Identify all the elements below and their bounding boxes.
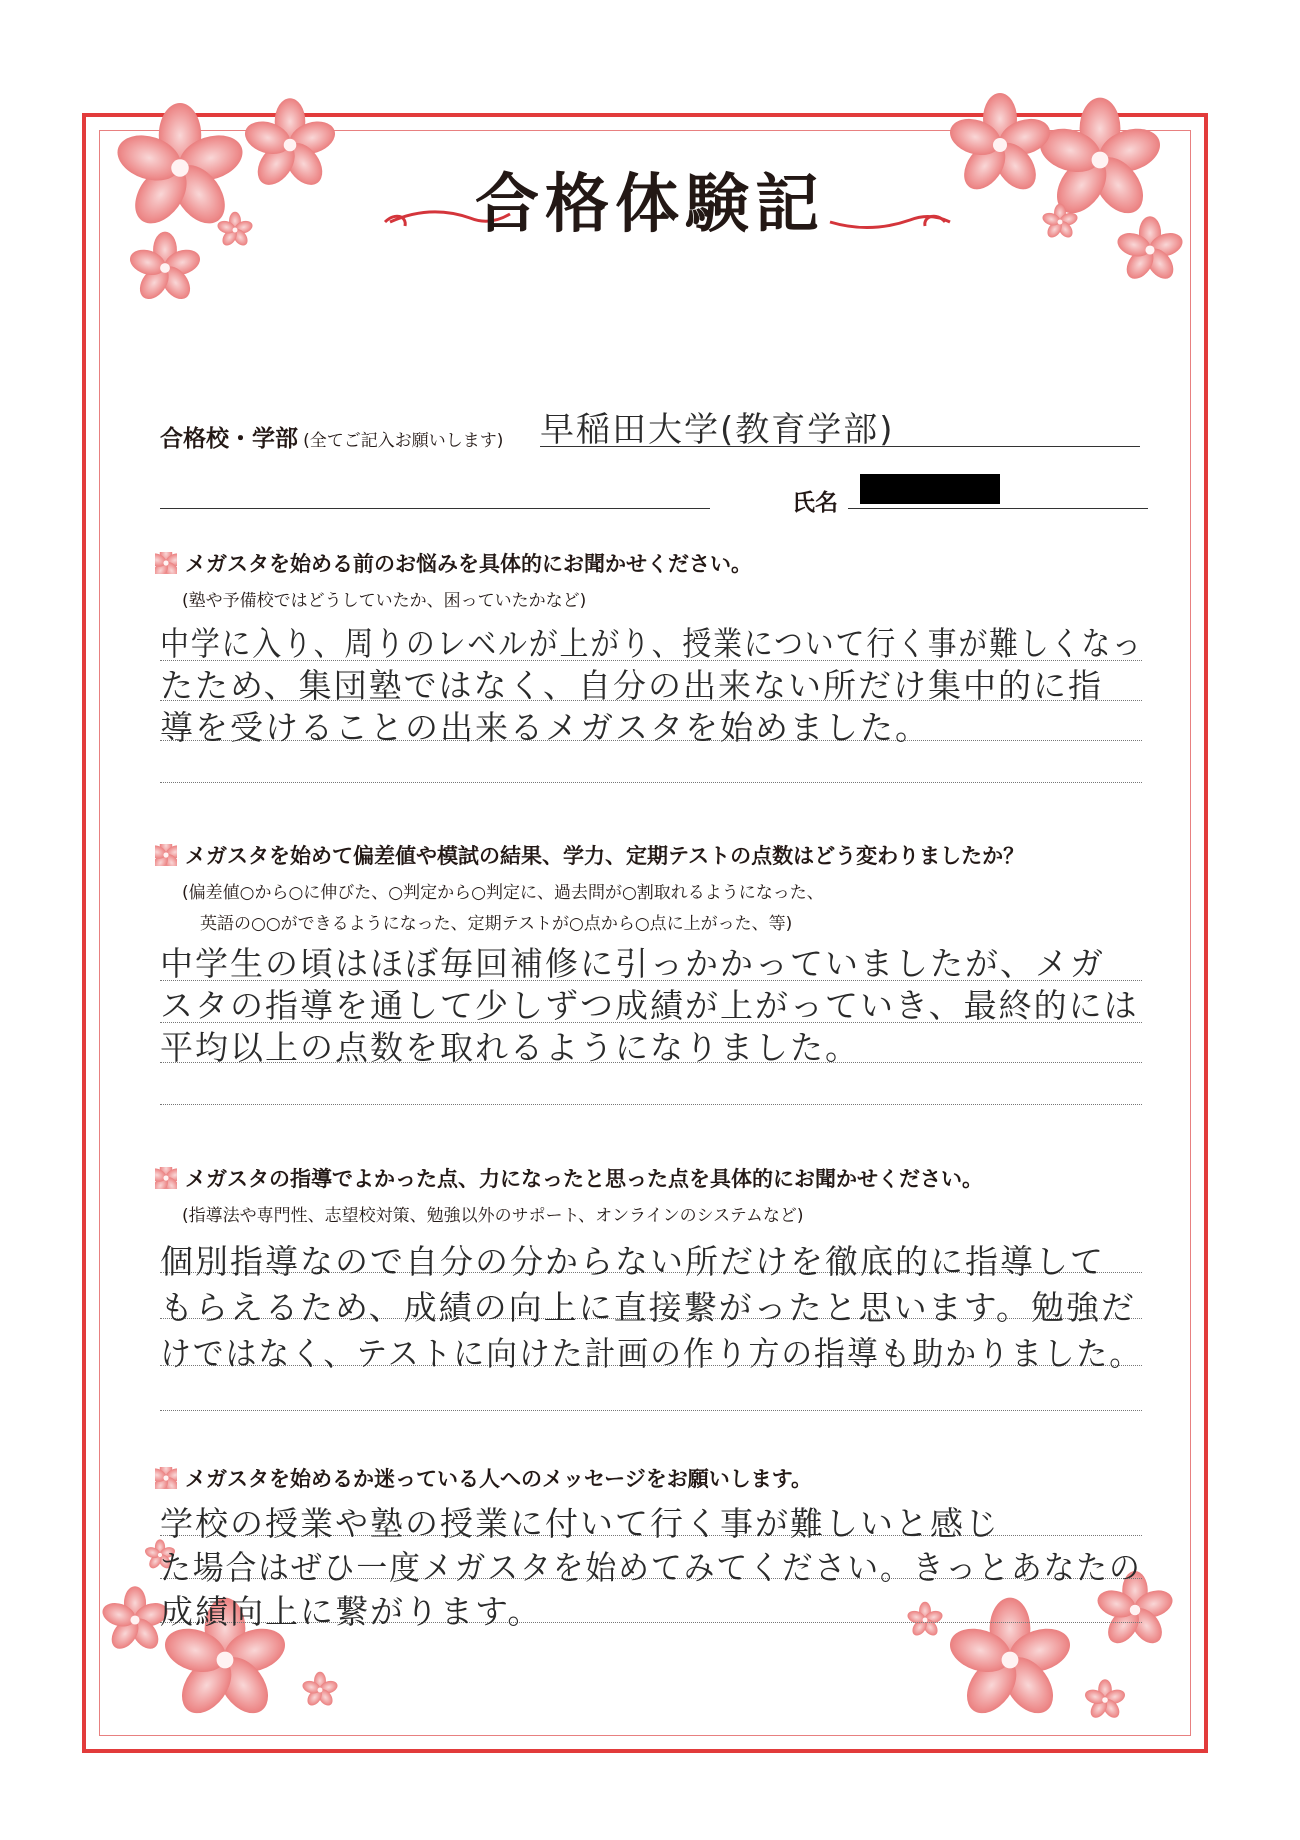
answer-text-line: た場合はぜひ一度メガスタを始めてみてください。きっとあなたの [160, 1548, 1142, 1587]
answer-line [160, 1104, 1142, 1105]
blank-underline [160, 508, 710, 509]
question-3 [155, 1163, 983, 1226]
question-1 [155, 548, 752, 611]
name-underline [848, 508, 1148, 509]
page-title: 合格体験記 [475, 167, 825, 242]
question-note: (指導法や専門性、志望校対策、勉強以外のサポート、オンラインのシステムなど) [182, 1206, 804, 1226]
answer-text-line: 個別指導なので自分の分からない所だけを徹底的に指導して [160, 1242, 1105, 1281]
sakura-bullet-icon [155, 1467, 177, 1489]
answer-text-line: 中学に入り、周りのレベルが上がり、授業について行く事が難しくなっ [160, 624, 1143, 663]
question-note: (塾や予備校ではどうしていたか、困っていたかなど) [182, 591, 587, 611]
name-redaction [860, 474, 1000, 504]
question-2 [155, 840, 1024, 934]
answer-line [160, 782, 1142, 783]
answer-text-line: 中学生の頃はほぼ毎回補修に引っかかっていましたが、メガ [160, 944, 1105, 983]
question-title: メガスタの指導でよかった点、力になったと思った点を具体的にお聞かせください。 [185, 1167, 983, 1191]
question-title: メガスタを始めるか迷っている人へのメッセージをお願いします。 [185, 1467, 813, 1491]
question-note: 英語の○○ができるようになった、定期テストが○点から○点に上がった、等) [200, 914, 793, 934]
school-label: 合格校・学部 [160, 426, 298, 452]
answer-text-line: もらえるため、成績の向上に直接繋がったと思います。勉強だ [160, 1288, 1137, 1327]
question-note: (偏差値○から○に伸びた、○判定から○判定に、過去問が○割取れるようになった、 [182, 883, 824, 903]
title-area [0, 160, 1300, 250]
answer-text-line: スタの指導を通して少しずつ成績が上がっていき、最終的には [160, 986, 1139, 1025]
answer-text-line: 成績向上に繋がります。 [160, 1592, 543, 1631]
school-label-group [160, 420, 503, 453]
question-title: メガスタを始める前のお悩みを具体的にお聞かせください。 [185, 552, 752, 576]
question-4 [155, 1463, 812, 1493]
name-label-group [792, 484, 838, 517]
sakura-bullet-icon [155, 1167, 177, 1189]
school-value: 早稲田大学(教育学部) [540, 410, 895, 450]
answer-text-line: けではなく、テストに向けた計画の作り方の指導も助かりました。 [160, 1334, 1143, 1373]
answer-text-line: 導を受けることの出来るメガスタを始めました。 [160, 708, 930, 747]
school-underline [540, 446, 1140, 447]
answer-text-line: 平均以上の点数を取れるようになりました。 [160, 1028, 860, 1067]
answer-text-line: 学校の授業や塾の授業に付いて行く事が難しいと感じ [160, 1504, 1000, 1543]
sakura-bullet-icon [155, 552, 177, 574]
answer-text-line: たため、集団塾ではなく、自分の出来ない所だけ集中的に指 [160, 666, 1104, 705]
question-title: メガスタを始めて偏差値や模試の結果、学力、定期テストの点数はどう変わりましたか？ [185, 844, 1025, 868]
name-label: 氏名 [792, 490, 838, 516]
answer-line [160, 1410, 1142, 1411]
school-note: (全てご記入お願いします) [303, 431, 504, 451]
sakura-bullet-icon [155, 844, 177, 866]
